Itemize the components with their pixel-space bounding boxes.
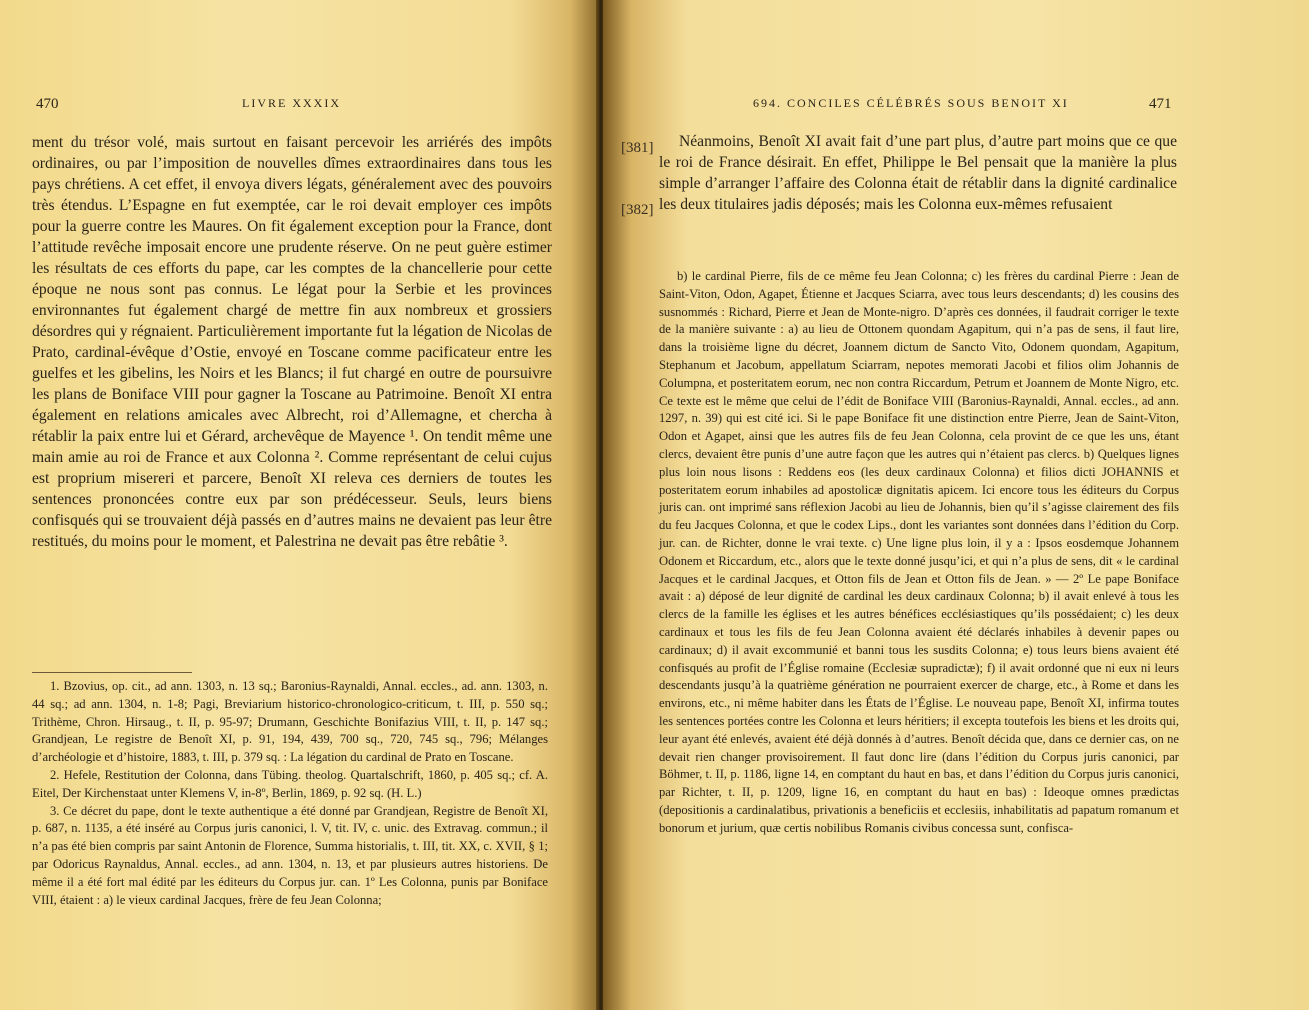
margin-mark-381: [381] (621, 140, 654, 156)
margin-mark-382: [382] (621, 202, 654, 218)
right-page (603, 0, 1309, 1010)
footnote-3: 3. Ce décret du pape, dont le texte authentique a été donné par Grandjean, Registre de Benoît XI, p. 687, n. 1135, a été inséré au Corpus juris canonici, l. V, tit. IV, c. unic. des Extravag. commun.; il n’a pas été bien compris par saint Antonin de Florence, Summa historialis, t. III, tit. XX, c. XVII, § 1; par Odoricus Raynaldus, Annal. eccles., ad ann. 1304, n. 13, et par plusieurs autres historiens. De même il a été fort mal édité par les éditeurs du Corpus jur. can. 1º Les Colonna, punis par Boniface VIII, étaient : a) le vieux cardinal Jacques, frère de feu Jean Colonna; (32, 803, 548, 907)
right-body-text (659, 131, 1177, 215)
footnote-2: 2. Hefele, Restitution der Colonna, dans Tübing. theolog. Quartalschrift, 1860, p. 405 sq.; cf. A. Eitel, Der Kirchenstaat unter Klemens V, in-8º, Berlin, 1869, p. 92 sq. (H. L.) (32, 767, 548, 800)
right-footnotes (659, 268, 1179, 838)
right-body-paragraph: Néanmoins, Benoît XI avait fait d’une part plus, d’autre part moins que ce que le roi de France désirait. En effet, Philippe le Bel pensait que la manière la plus simple d’arranger l’affaire des Colonna était de rétablir dans la dignité cardinalice les deux titulaires jadis déposés; mais les Colonna eux-mêmes refusaient (659, 133, 1177, 213)
left-body-paragraph: ment du trésor volé, mais surtout en faisant percevoir les arriérés des impôts ordinaires, ou par l’imposition de nouvelles dîmes extraordinaires dans tous les pays chrétiens. A cet effet, il envoya divers légats, généralement avec des pouvoirs très étendus. L’Espagne en fut exemptée, car le roi devait employer ces impôts pour la guerre contre les Maures. On fit également exception pour la France, dont l’attitude revêche imposait encore une prudente réserve. On ne peut guère estimer les résultats de ces efforts du pape, car les comptes de la chancellerie pour cette époque ne nous sont pas connus. Le légat pour la Serbie et les provinces environnantes fut également chargé de mettre fin aux nombreux et grossiers désordres qui y régnaient. Particulièrement importante fut la légation de Nicolas de Prato, cardinal-évêque d’Ostie, envoyé en Toscane comme pacificateur entre les guelfes et les gibelins, les Noirs et les Blancs; il fut chargé en outre de poursuivre les plans de Boniface VIII pour gagner la Toscane au Patrimoine. Benoît XI entra également en relations amicales avec Albrecht, roi d’Allemagne, et chercha à rétablir la paix entre lui et Gérard, archevêque de Mayence ¹. On tendit même une main amie au roi de France et aux Colonna ². Comme représentant de celui cujus est proprium misereri et parcere, Benoît XI releva ces derniers de toutes les sentences prononcées contre eux par son prédécesseur. Seuls, leurs biens confisqués qui se trouvaient déjà passés en d’autres mains ne devaient pas leur être restitués, du moins pour le moment, et Palestrina ne devait pas être rebâtie ³. (32, 134, 552, 550)
right-page-number: 471 (1149, 96, 1172, 112)
left-page-number: 470 (36, 96, 59, 112)
left-body-text (32, 132, 552, 552)
right-running-head: 694. CONCILES CÉLÉBRÉS SOUS BENOIT XI (753, 96, 1069, 110)
footnote-1: 1. Bzovius, op. cit., ad ann. 1303, n. 13 sq.; Baronius-Raynaldi, Annal. eccles., ad. ann. 1303, n. 44 sq.; ad ann. 1304, n. 1-8; Pagi, Breviarium historico-chronologico-criticum, t. III, p. 550 sq.; Trithème, Chron. Hirsaug., t. II, p. 95-97; Drumann, Geschichte Bonifazius VIII, t. II, p. 147 sq.; Grandjean, Le registre de Benoît XI, p. 91, 194, 439, 700 sq., 720, 745 sq., 796; Mélanges d’archéologie et d’histoire, 1883, t. III, p. 379 sq. : La légation du cardinal de Prato en Toscane. (32, 679, 548, 765)
footnote-continuation: b) le cardinal Pierre, fils de ce même feu Jean Colonna; c) les frères du cardinal Pierre : Jean de Saint-Viton, Odon, Agapet, Étienne et Jacques Sciarra, avec tous leurs descendants; d) les cousins des susnommés : Richard, Pierre et Jean de Monte-nigro. D’après ces données, il faudrait corriger le texte de la manière suivante : a) au lieu de Ottonem quondam Agapitum, qui n’a pas de sens, il faut lire, dans la troisième ligne du décret, Joannem dictum de Sancto Vito, Odonem quondam, Agapitum, Stephanum et Jacobum, appellatum Sciarram, nepotes memorati Jacobi et filios olim Johannis de Columpna, et posteritatem eorum, nec non contra Riccardum, Petrum et Joannem de Monte Nigro, etc. Ce texte est le même que celui de l’édit de Boniface VIII (Baronius-Raynaldi, Annal. eccles., ad ann. 1297, n. 39) qui est cité ici. Si le pape Boniface fit une distinction entre Pierre, Jean de Saint-Viton, Odon et Agapet, ainsi que les autres fils de feu Jean Colonna, cela provint de ce que les uns, étant clercs, devaient être punis d’une autre façon que les autres qui n’étaient pas clercs. b) Quelques lignes plus loin nous lisons : Reddens eos (les deux cardinaux Colonna) et filios dicti JOHANNIS et posteritatem eorum inhabiles ad apostolicæ dignitatis apicem. Ici encore tous les éditeurs du Corpus juris can. ont imprimé sans réflexion Jacobi au lieu de Johannis, bien qu’il s’agisse clairement des fils du feu Jacques Colonna, et que le codex Lips., dont les variantes sont données dans l’édition du Corp. jur. can. de Richter, donne le vrai texte. c) Une ligne plus loin, il y a : Ipsos eosdemque Johannem Odonem et Riccardum, etc., alors que le texte donné jusqu’ici, et qui n’a plus de sens, dit « le cardinal Jacques et le cardinal Jacques, et Otton fils de Jean et Otton fils de Jean. » — 2º Le pape Boniface avait : a) déposé de leur dignité de cardinal les deux cardinaux Colonna; b) il avait enlevé à tous les clercs de la famille les églises et les autres bénéfices ecclésiastiques qu’ils possédaient; c) les deux cardinaux et tous les fils de feu Jean Colonna avaient été déclarés inhabiles à devenir papes ou cardinaux; d) il avait excommunié et banni tous les susdits Colonna; e) tous leurs biens avaient été confisqués au profit de l’Église romaine (Ecclesiæ supradictæ); f) il avait ordonné que ni eux ni leurs descendants jusqu’à la quatrième génération ne pourraient exercer de charge, etc., à Rome et dans les environs, etc., ni même habiter dans les États de l’Église. Le nouveau pape, Benoît XI, infirma toutes les sentences portées contre les Colonna et leurs héritiers; il excepta toutefois les biens et les droits qui, leur ayant été enlevés, avaient été déjà donnés à d’autres. Benoît décida que, dans ce dernier cas, on ne devait rien changer provisoirement. Il faut donc lire (dans l’édition du Corpus juris canonici, par Böhmer, t. II, p. 1186, ligne 14, en comptant du haut en bas, et dans l’édition du Corpus juris canonici, par Richter, t. II, p. 1209, ligne 16, en comptant du haut en bas) : Ideoque omnes prædictas (depositionis a cardinalatibus, privationis a beneficiis et ecclesiis, inhabilitatis ad papatum romanum et bonorum et jurium, quæ certis nobilibus Romanis civibus concessa sunt, confisca- (659, 269, 1179, 835)
right-page-header (1149, 96, 1172, 113)
footnote-divider (32, 672, 192, 673)
left-page (0, 0, 600, 1010)
left-running-head: LIVRE XXXIX (242, 96, 341, 110)
left-page-header (36, 96, 59, 113)
left-footnotes (32, 678, 548, 909)
